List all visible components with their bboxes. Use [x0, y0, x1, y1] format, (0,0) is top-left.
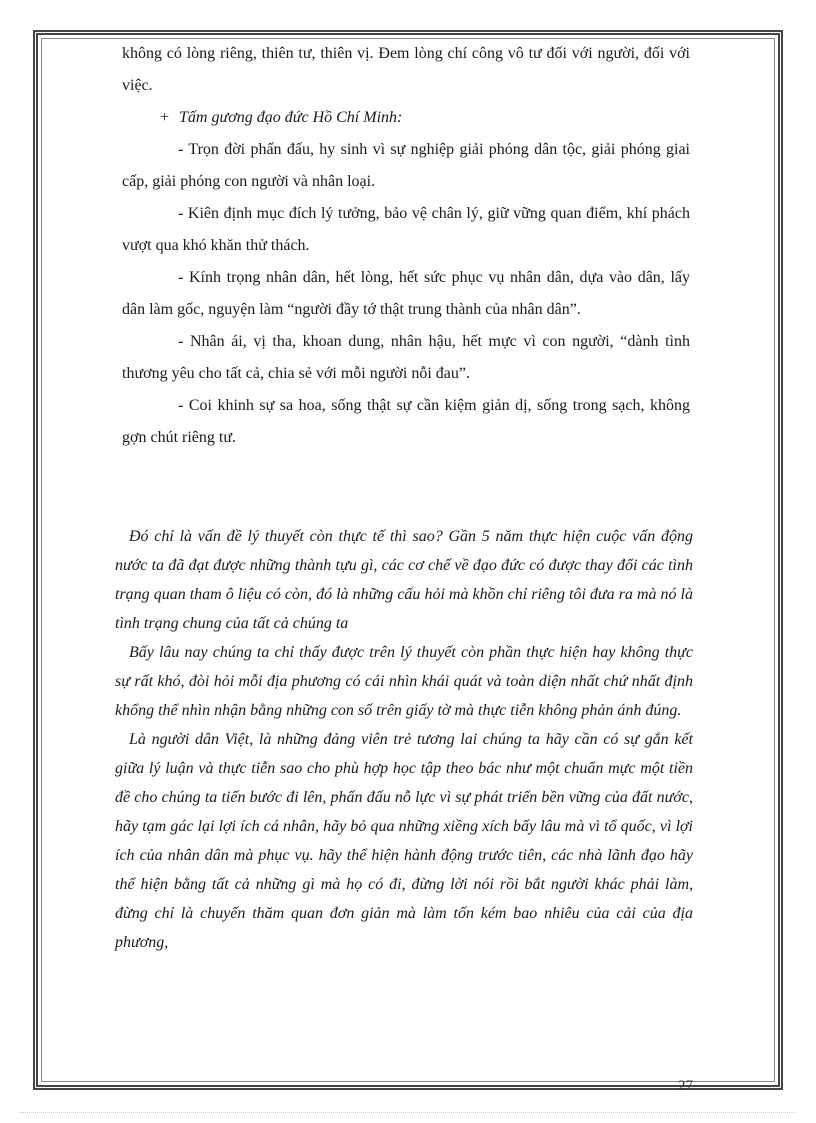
list-item: - Kiên định mục đích lý tưởng, bảo vệ chân lý, giữ vững quan điểm, khí phách vượt qua khó khăn thử thách.: [122, 205, 690, 254]
list-item: - Coi khinh sự sa hoa, sống thật sự cần kiệm giản dị, sống trong sạch, không gợn chút riêng tư.: [122, 397, 690, 446]
list-item: - Nhân ái, vị tha, khoan dung, nhân hậu, hết mực vì con người, “dành tình thương yêu cho tất cả, chia sẻ với mỗi người nỗi đau”.: [122, 333, 690, 382]
intro-paragraph: không có lòng riêng, thiên tư, thiên vị. Đem lòng chí công vô tư đối với người, đối với việc.: [122, 45, 690, 94]
footer-divider: [20, 1112, 796, 1113]
list-item: - Kính trọng nhân dân, hết lòng, hết sức phục vụ nhân dân, dựa vào dân, lấy dân làm gốc, nguyện làm “người đầy tớ thật trung thành của nhân dân”.: [122, 269, 690, 318]
commentary-paragraph: Là người dân Việt, là những đảng viên trẻ tương lai chúng ta hãy cần có sự gắn kết giữa lý luận và thực tiễn sao cho phù hợp học tập theo bác như một chuẩn mực một tiền đề cho chúng ta tiến bước đi lên, phấn đấu nỗ lực vì sự phát triển bền vững của đất nước, hãy tạm gác lại lợi ích cá nhân, hãy bỏ qua những xiềng xích bấy lâu mà vì tổ quốc, vì lợi ích của nhân dân mà phục vụ. hãy thể hiện hành động trước tiên, các nhà lãnh đạo hãy thể hiện bằng tất cả những gì mà họ có đi, đừng lời nói rồi bắt người khác phải làm, đừng chỉ là chuyến thăm quan đơn giản mà làm tốn kém bao nhiêu của cải của địa phương,: [115, 731, 693, 951]
section-heading: [160, 102, 690, 134]
heading-text: Tấm gương đạo đức Hồ Chí Minh:: [179, 109, 403, 126]
heading-bullet: +: [160, 109, 170, 126]
commentary-paragraph: Bấy lâu nay chúng ta chỉ thấy được trên lý thuyết còn phần thực hiện hay không thực sự rất khó, đòi hỏi mỗi địa phương có cái nhìn khái quát và toàn diện nhất chứ nhất định khổng thể nhìn nhận bằng những con số trên giấy tờ mà thực tiễn không phản ánh đúng.: [115, 644, 693, 719]
document-body: [122, 38, 690, 454]
commentary-block: [115, 522, 693, 957]
page-number: 27: [678, 1078, 693, 1094]
commentary-paragraph: Đó chỉ là vấn đề lý thuyết còn thực tế thì sao? Gần 5 năm thực hiện cuộc vấn động nước ta đã đạt được những thành tựu gì, các cơ chế về đạo đức có được thay đổi các tình trạng quan tham ô liệu có còn, đó là những cấu hỏi mà khồn chỉ riêng tôi đưa ra mà nó là tình trạng chung của tất cả chúng ta: [115, 528, 693, 632]
list-item: - Trọn đời phấn đấu, hy sinh vì sự nghiệp giải phóng dân tộc, giải phóng giai cấp, giải phóng con người và nhân loại.: [122, 141, 690, 190]
